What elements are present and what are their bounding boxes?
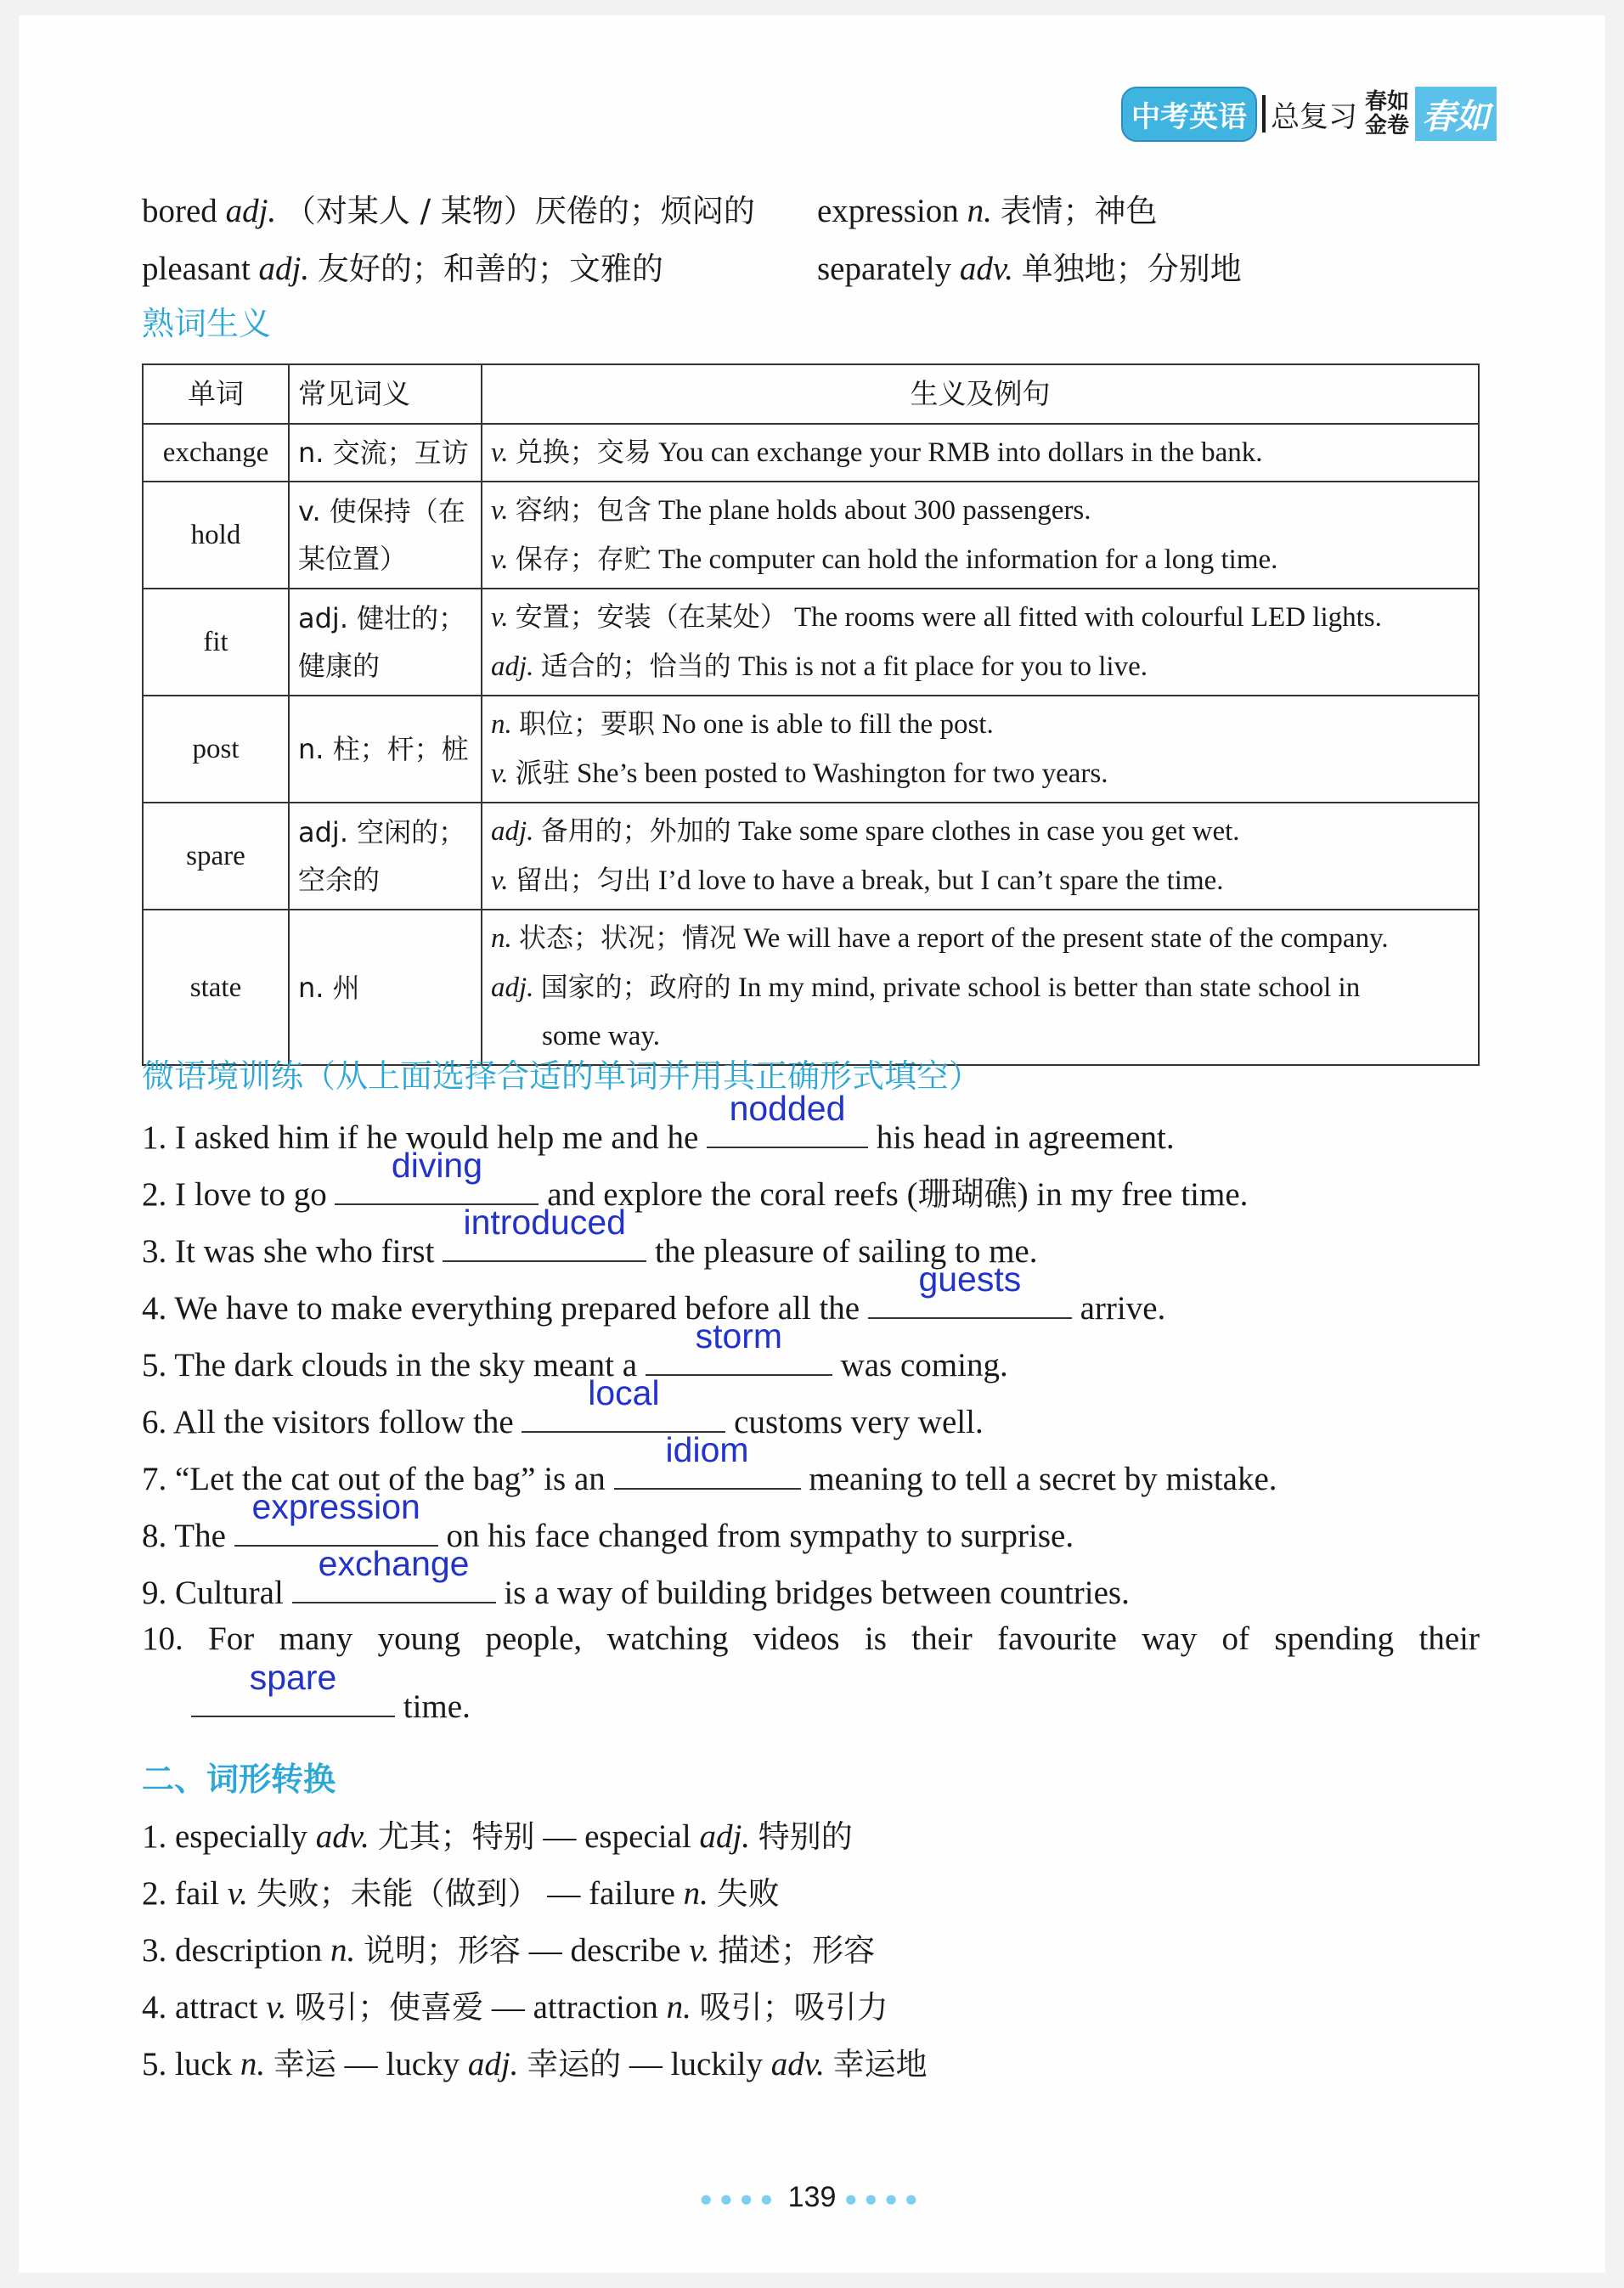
decorative-dots: ●●●●: [699, 2185, 781, 2212]
word-form-item: 4. attract v. 吸引；使喜爱 — attraction n. 吸引；吸引力: [142, 1989, 888, 2026]
exercise-item: 5. The dark clouds in the sky meant a storm was coming.: [142, 1316, 1008, 1384]
vocab-item: bored adj. （对某人 / 某物）厌倦的；烦闷的: [142, 193, 755, 229]
answer-blank[interactable]: diving: [335, 1164, 539, 1205]
column-header: 常见词义: [289, 364, 482, 424]
answer-blank[interactable]: exchange: [292, 1563, 496, 1603]
common-meaning-cell: n. 州: [289, 910, 482, 1065]
answer-blank[interactable]: expression: [234, 1506, 438, 1547]
answer-blank[interactable]: spare: [191, 1677, 395, 1717]
table-row: [143, 424, 1479, 482]
column-header: 生义及例句: [482, 364, 1479, 424]
exercise-item: 9. Cultural exchange is a way of building bridges between countries.: [142, 1544, 1130, 1611]
table-row: [143, 482, 1479, 589]
examples-cell: n. 职位；要职 No one is able to fill the post. v. 派驻 She’s been posted to Washington for two years.: [482, 696, 1479, 803]
answer-blank[interactable]: storm: [646, 1335, 832, 1376]
vocab-item: pleasant adj. 友好的；和善的；文雅的: [142, 251, 663, 287]
word-cell: fit: [143, 589, 289, 696]
page-header: [1121, 85, 1497, 143]
header-tag: 中考英语: [1121, 87, 1257, 142]
word-cell: spare: [143, 803, 289, 910]
common-meaning-cell: v. 使保持（在某位置）: [289, 482, 482, 589]
answer-blank[interactable]: nodded: [707, 1107, 868, 1148]
answer-blank[interactable]: guests: [868, 1278, 1072, 1319]
exercise-item: 3. It was she who first introduced the pleasure of sailing to me.: [142, 1203, 1038, 1270]
examples-cell: v. 容纳；包含 The plane holds about 300 passengers. v. 保存；存贮 The computer can hold the information for a long time.: [482, 482, 1479, 589]
answer-blank[interactable]: local: [522, 1392, 725, 1433]
vocab-item: expression n. 表情；神色: [817, 193, 1158, 229]
familiar-words-title: 熟词生义: [142, 305, 272, 342]
table-row: [143, 803, 1479, 910]
exercise-item: 10. For many young people, watching videos is their favourite way of spending their: [142, 1620, 1480, 1657]
word-form-item: 2. fail v. 失败；未能（做到） — failure n. 失败: [142, 1875, 780, 1912]
examples-cell: v. 兑换；交易 You can exchange your RMB into dollars in the bank.: [482, 424, 1479, 482]
table-row: [143, 589, 1479, 696]
column-header: 单词: [143, 364, 289, 424]
table-header-row: [143, 364, 1479, 424]
exercise-item: 7. “Let the cat out of the bag” is an idiom meaning to tell a secret by mistake.: [142, 1430, 1277, 1497]
exercise-title: 微语境训练（从上面选择合适的单词并用其正确形式填空）: [142, 1057, 982, 1095]
answer-blank[interactable]: introduced: [443, 1221, 646, 1262]
word-cell: hold: [143, 482, 289, 589]
brand-logo: [1362, 87, 1497, 141]
answer-blank[interactable]: idiom: [614, 1449, 801, 1490]
brand-left: 春如金卷: [1364, 89, 1409, 138]
word-form-item: 1. especially adv. 尤其；特别 — especial adj. 特别的: [142, 1818, 853, 1855]
decorative-dots: ●●●●: [843, 2185, 925, 2212]
common-meaning-cell: adj. 健壮的；健康的: [289, 589, 482, 696]
table-row: [143, 696, 1479, 803]
common-meaning-cell: adj. 空闲的；空余的: [289, 803, 482, 910]
vocab-item: separately adv. 单独地；分别地: [817, 251, 1242, 287]
page-number: ●●●● 139 ●●●●: [699, 2181, 925, 2213]
exercise-item-continuation: spare time.: [191, 1677, 471, 1726]
common-meaning-cell: n. 柱；杆；桩: [289, 696, 482, 803]
header-separator: [1262, 95, 1266, 132]
word-forms-title: 二、词形转换: [142, 1761, 336, 1798]
exercise-item: 2. I love to go diving and explore the coral reefs (珊瑚礁) in my free time.: [142, 1146, 1249, 1213]
exercise-item: 1. I asked him if he would help me and he nodded his head in agreement.: [142, 1089, 1175, 1156]
exercise-item: 8. The expression on his face changed from sympathy to surprise.: [142, 1487, 1074, 1554]
word-cell: state: [143, 910, 289, 1065]
examples-cell: adj. 备用的；外加的 Take some spare clothes in case you get wet. v. 留出；匀出 I’d love to have a break, but I can’t spare the time.: [482, 803, 1479, 910]
word-cell: exchange: [143, 424, 289, 482]
header-section: 总复习: [1271, 99, 1357, 134]
common-meaning-cell: n. 交流；互访: [289, 424, 482, 482]
word-cell: post: [143, 696, 289, 803]
vocab-table: [142, 363, 1480, 1066]
examples-cell: v. 安置；安装（在某处） The rooms were all fitted with colourful LED lights. adj. 适合的；恰当的 This is not a fit place for you to live.: [482, 589, 1479, 696]
table-row: [143, 910, 1479, 1065]
exercise-item: 4. We have to make everything prepared before all the guests arrive.: [142, 1260, 1166, 1327]
examples-cell: n. 状态；状况；情况 We will have a report of the present state of the company. adj. 国家的；政府的 In my mind, private school is better than state school in some way.: [482, 910, 1479, 1065]
word-form-item: 5. luck n. 幸运 — lucky adj. 幸运的 — luckily adv. 幸运地: [142, 2046, 928, 2082]
word-form-item: 3. description n. 说明；形容 — describe v. 描述；形容: [142, 1932, 876, 1969]
exercise-item: 6. All the visitors follow the local customs very well.: [142, 1373, 984, 1440]
brand-right: 春如: [1415, 87, 1497, 141]
